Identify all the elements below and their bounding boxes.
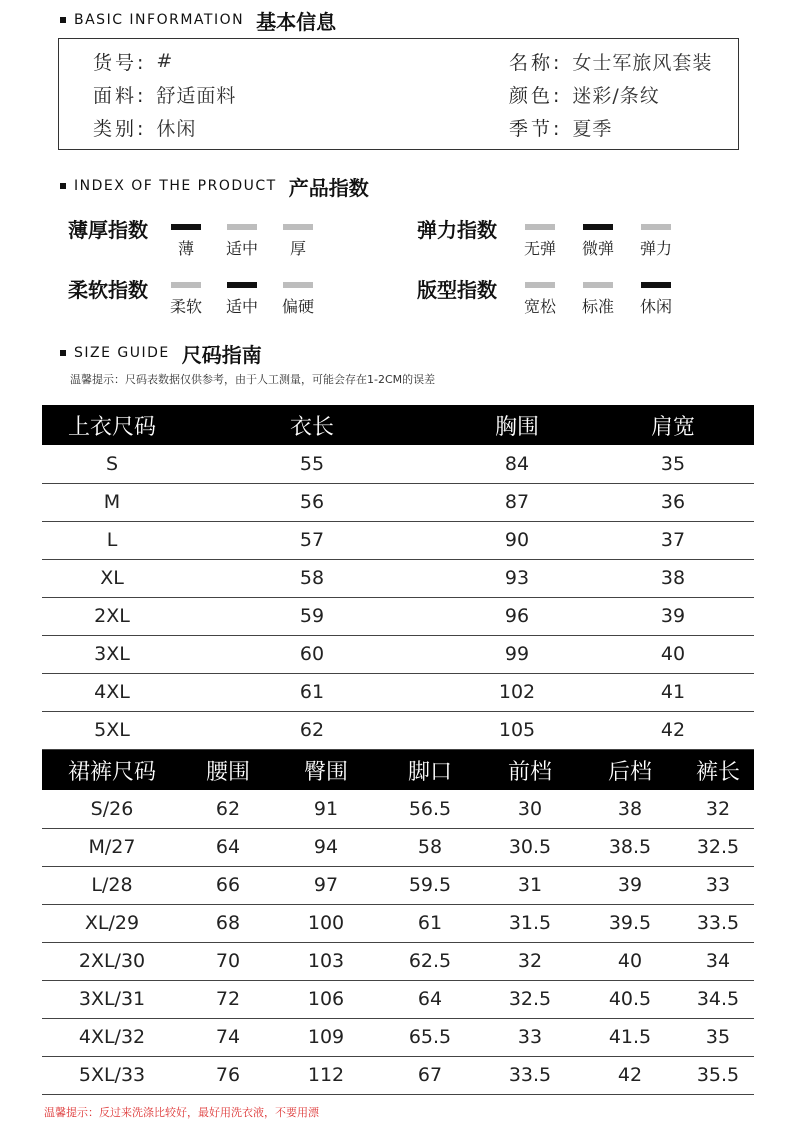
table-cell: 57 [182,521,442,559]
info-item-sku [93,45,173,77]
index-bar [171,282,201,288]
info-item-fabric [93,78,236,110]
table-cell: 65.5 [378,1018,482,1056]
table-cell: 33 [682,866,754,904]
table-cell: 59.5 [378,866,482,904]
table-row [42,597,754,635]
bottom-size-header-row [42,750,754,790]
header-cell: 裙裤尺码 [42,750,182,790]
index-option-label: 无弹 [523,239,556,258]
table-cell: L/28 [42,866,182,904]
table-cell: 35.5 [682,1056,754,1094]
table-cell: 33 [482,1018,578,1056]
info-item-season [509,111,612,143]
info-value: 舒适面料 [156,84,237,107]
table-cell: 39 [592,597,754,635]
top-size-table [42,405,754,750]
table-cell: 35 [682,1018,754,1056]
basic-info-box [58,38,739,150]
measurement-tip: 温馨提示：尺码表数据仅供参考，由于人工测量，可能会存在1-2CM的误差 [70,373,436,386]
info-value: # [156,50,174,72]
table-cell: S/26 [42,790,182,828]
table-cell: 74 [182,1018,274,1056]
index-option-label: 宽松 [523,297,556,316]
washing-tip: 温馨提示：反过来洗涤比较好，最好用洗衣液，不要用漂 [44,1106,319,1119]
size-guide-en-title: SIZE GUIDE [74,345,170,361]
table-cell: 76 [182,1056,274,1094]
table-cell: 72 [182,980,274,1018]
table-cell: 102 [442,673,592,711]
table-cell: 38 [592,559,754,597]
elasticity-index-label: 弹力指数 [417,218,497,242]
table-cell: 58 [182,559,442,597]
index-option-label: 薄 [177,239,194,258]
index-option-label: 适中 [225,239,258,258]
table-row [42,980,754,1018]
table-cell: 42 [592,711,754,749]
table-cell: 62 [182,711,442,749]
bullet-icon [60,350,66,356]
table-cell: 32 [482,942,578,980]
table-cell: 59 [182,597,442,635]
header-cell: 臀围 [274,750,378,790]
header-cell: 裤长 [682,750,754,790]
table-cell: 94 [274,828,378,866]
info-key: 货号: [93,51,147,74]
table-row [42,445,754,483]
header-cell: 前档 [482,750,578,790]
header-cell: 上衣尺码 [42,405,182,445]
top-size-header-row [42,405,754,445]
index-option-label: 适中 [225,297,258,316]
index-bar [525,282,555,288]
table-cell: 105 [442,711,592,749]
table-cell: 33.5 [482,1056,578,1094]
index-option-label: 厚 [289,239,306,258]
table-cell: 40 [578,942,682,980]
table-cell: 36 [592,483,754,521]
table-cell: 31 [482,866,578,904]
info-item-name [509,45,712,77]
table-cell: L [42,521,182,559]
bullet-icon [60,183,66,189]
table-cell: 37 [592,521,754,559]
info-key: 季节: [509,117,563,140]
table-row [42,1056,754,1094]
table-cell: 35 [592,445,754,483]
info-key: 面料: [93,84,147,107]
index-bar [583,282,613,288]
basic-info-heading [60,5,336,35]
table-cell: 3XL/31 [42,980,182,1018]
table-row [42,866,754,904]
header-cell: 衣长 [182,405,442,445]
softness-option [166,282,206,317]
table-cell: 56.5 [378,790,482,828]
table-row [42,673,754,711]
fit-option [520,282,560,317]
table-cell: 99 [442,635,592,673]
index-option-label: 微弹 [581,239,614,258]
table-cell: 38.5 [578,828,682,866]
table-cell: 4XL/32 [42,1018,182,1056]
table-cell: 67 [378,1056,482,1094]
table-cell: 62.5 [378,942,482,980]
table-cell: 5XL/33 [42,1056,182,1094]
info-value: 休闲 [156,117,197,140]
basic-info-cn-title: 基本信息 [256,9,337,34]
index-bar [525,224,555,230]
table-cell: 41.5 [578,1018,682,1056]
table-cell: 32.5 [482,980,578,1018]
thickness-option [166,224,206,259]
table-cell: 31.5 [482,904,578,942]
table-cell: 58 [378,828,482,866]
index-bar [227,224,257,230]
table-cell: 87 [442,483,592,521]
index-bar [283,224,313,230]
table-cell: 64 [182,828,274,866]
info-value: 女士军旅风套装 [572,51,713,74]
index-option-label: 标准 [581,297,614,316]
table-cell: M [42,483,182,521]
index-bar [583,224,613,230]
header-cell: 后档 [578,750,682,790]
table-cell: 40 [592,635,754,673]
product-index-en-title: INDEX OF THE PRODUCT [74,178,277,194]
table-cell: 2XL [42,597,182,635]
table-cell: 33.5 [682,904,754,942]
table-cell: 60 [182,635,442,673]
table-cell: 4XL [42,673,182,711]
table-row [42,790,754,828]
table-cell: 90 [442,521,592,559]
table-cell: XL [42,559,182,597]
table-cell: 56 [182,483,442,521]
index-option-label: 偏硬 [281,297,314,316]
table-cell: 30.5 [482,828,578,866]
table-cell: 30 [482,790,578,828]
table-row [42,942,754,980]
table-cell: 93 [442,559,592,597]
fit-option [578,282,618,317]
elasticity-option [520,224,560,259]
table-cell: 42 [578,1056,682,1094]
elasticity-option [636,224,676,259]
table-cell: 61 [182,673,442,711]
table-cell: 62 [182,790,274,828]
thickness-index-label: 薄厚指数 [68,218,148,242]
header-cell: 胸围 [442,405,592,445]
bottom-size-table [42,750,754,1095]
size-guide-heading [60,338,262,368]
table-cell: 112 [274,1056,378,1094]
index-bar [641,282,671,288]
info-key: 颜色: [509,84,563,107]
info-item-color [509,78,660,110]
table-cell: 34.5 [682,980,754,1018]
table-row [42,559,754,597]
table-cell: 5XL [42,711,182,749]
table-cell: XL/29 [42,904,182,942]
table-row [42,483,754,521]
table-cell: 109 [274,1018,378,1056]
index-bar [641,224,671,230]
table-cell: S [42,445,182,483]
header-cell: 腰围 [182,750,274,790]
table-cell: 97 [274,866,378,904]
table-row [42,711,754,749]
table-cell: 39 [578,866,682,904]
table-cell: 64 [378,980,482,1018]
index-option-label: 弹力 [639,239,672,258]
table-cell: 38 [578,790,682,828]
index-option-label: 柔软 [169,297,202,316]
size-guide-cn-title: 尺码指南 [181,342,262,367]
header-cell: 脚口 [378,750,482,790]
thickness-option [278,224,318,259]
softness-option [278,282,318,317]
table-cell: 40.5 [578,980,682,1018]
product-index-cn-title: 产品指数 [288,175,369,200]
info-key: 类别: [93,117,147,140]
product-index-heading [60,171,369,201]
table-cell: 41 [592,673,754,711]
table-cell: 84 [442,445,592,483]
table-row [42,828,754,866]
table-cell: 32.5 [682,828,754,866]
table-cell: 34 [682,942,754,980]
table-row [42,904,754,942]
table-cell: 70 [182,942,274,980]
table-cell: 100 [274,904,378,942]
thickness-option [222,224,262,259]
softness-option [222,282,262,317]
info-value: 迷彩/条纹 [572,84,660,107]
table-cell: 55 [182,445,442,483]
table-cell: 106 [274,980,378,1018]
table-cell: 61 [378,904,482,942]
info-key: 名称: [509,51,563,74]
bullet-icon [60,17,66,23]
table-row [42,1018,754,1056]
table-cell: 2XL/30 [42,942,182,980]
table-row [42,521,754,559]
elasticity-option [578,224,618,259]
header-cell: 肩宽 [592,405,754,445]
index-bar [171,224,201,230]
index-bar [283,282,313,288]
fit-option [636,282,676,317]
basic-info-en-title: BASIC INFORMATION [74,12,245,28]
table-cell: 96 [442,597,592,635]
softness-index-label: 柔软指数 [68,278,148,302]
info-value: 夏季 [572,117,613,140]
info-item-category [93,111,196,143]
table-cell: 68 [182,904,274,942]
table-cell: 32 [682,790,754,828]
fit-index-label: 版型指数 [417,278,497,302]
table-cell: 39.5 [578,904,682,942]
table-row [42,635,754,673]
table-cell: 66 [182,866,274,904]
index-option-label: 休闲 [639,297,672,316]
index-bar [227,282,257,288]
table-cell: 3XL [42,635,182,673]
table-cell: 103 [274,942,378,980]
table-cell: 91 [274,790,378,828]
table-cell: M/27 [42,828,182,866]
